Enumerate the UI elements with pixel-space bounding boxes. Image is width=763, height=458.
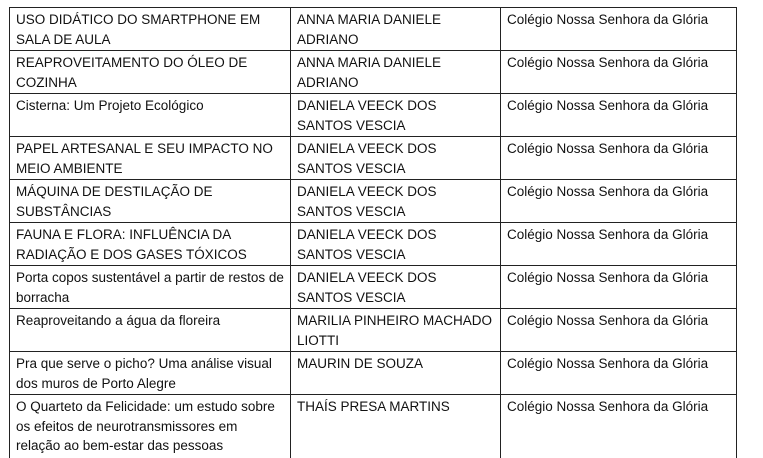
school-name: Colégio Nossa Senhora da Glória (507, 141, 709, 156)
advisor-name: DANIELA VEECK DOS SANTOS VESCIA (297, 141, 437, 176)
advisor-name: DANIELA VEECK DOS SANTOS VESCIA (297, 98, 437, 133)
advisor-name: DANIELA VEECK DOS SANTOS VESCIA (297, 270, 437, 305)
project-title: FAUNA E FLORA: INFLUÊNCIA DA RADIAÇÃO E DOS GASES TÓXICOS (16, 227, 247, 262)
project-title-cell (10, 137, 291, 180)
advisor-cell (291, 8, 501, 51)
project-title-cell (10, 309, 291, 352)
advisor-name: ANNA MARIA DANIELE ADRIANO (297, 12, 442, 47)
projects-table-body (10, 8, 737, 458)
table-row (10, 223, 737, 266)
advisor-cell (291, 94, 501, 137)
school-name: Colégio Nossa Senhora da Glória (507, 313, 709, 328)
table-row (10, 137, 737, 180)
project-title-cell (10, 8, 291, 51)
school-cell (501, 137, 737, 180)
table-row (10, 309, 737, 352)
advisor-cell (291, 180, 501, 223)
table-row (10, 395, 737, 458)
project-title: O Quarteto da Felicidade: um estudo sobre os efeitos de neurotransmissores em relação ao bem-estar das pessoas (16, 399, 275, 453)
school-cell (501, 309, 737, 352)
school-cell (501, 352, 737, 395)
project-title: REAPROVEITAMENTO DO ÓLEO DE COZINHA (16, 55, 248, 90)
table-row (10, 51, 737, 94)
school-name: Colégio Nossa Senhora da Glória (507, 184, 709, 199)
project-title: PAPEL ARTESANAL E SEU IMPACTO NO MEIO AMBIENTE (16, 141, 273, 176)
project-title-cell (10, 395, 291, 458)
school-cell (501, 8, 737, 51)
advisor-cell (291, 266, 501, 309)
school-cell (501, 180, 737, 223)
school-name: Colégio Nossa Senhora da Glória (507, 98, 709, 113)
advisor-cell (291, 137, 501, 180)
project-title: USO DIDÁTICO DO SMARTPHONE EM SALA DE AULA (16, 12, 261, 47)
school-cell (501, 94, 737, 137)
school-name: Colégio Nossa Senhora da Glória (507, 270, 709, 285)
school-name: Colégio Nossa Senhora da Glória (507, 227, 709, 242)
project-title: Porta copos sustentável a partir de restos de borracha (16, 270, 284, 305)
school-name: Colégio Nossa Senhora da Glória (507, 399, 709, 414)
advisor-cell (291, 51, 501, 94)
school-cell (501, 266, 737, 309)
advisor-name: DANIELA VEECK DOS SANTOS VESCIA (297, 184, 437, 219)
school-name: Colégio Nossa Senhora da Glória (507, 356, 709, 371)
project-title-cell (10, 352, 291, 395)
project-title-cell (10, 180, 291, 223)
project-title-cell (10, 266, 291, 309)
table-row (10, 94, 737, 137)
advisor-cell (291, 352, 501, 395)
project-title-cell (10, 51, 291, 94)
table-row (10, 8, 737, 51)
table-row (10, 266, 737, 309)
table-row (10, 180, 737, 223)
project-title-cell (10, 223, 291, 266)
advisor-cell (291, 309, 501, 352)
school-name: Colégio Nossa Senhora da Glória (507, 55, 709, 70)
school-cell (501, 395, 737, 458)
table-row (10, 352, 737, 395)
project-title: MÁQUINA DE DESTILAÇÃO DE SUBSTÂNCIAS (16, 184, 213, 219)
school-cell (501, 51, 737, 94)
advisor-name: MAURIN DE SOUZA (297, 356, 424, 371)
project-title: Reaproveitando a água da floreira (16, 313, 221, 328)
advisor-cell (291, 395, 501, 458)
advisor-name: MARILIA PINHEIRO MACHADO LIOTTI (297, 313, 493, 348)
advisor-name: THAÍS PRESA MARTINS (297, 399, 450, 414)
project-title: Pra que serve o picho? Uma análise visual dos muros de Porto Alegre (16, 356, 272, 391)
advisor-cell (291, 223, 501, 266)
project-title: Cisterna: Um Projeto Ecológico (16, 98, 204, 113)
advisor-name: ANNA MARIA DANIELE ADRIANO (297, 55, 442, 90)
advisor-name: DANIELA VEECK DOS SANTOS VESCIA (297, 227, 437, 262)
projects-table (9, 7, 737, 458)
project-title-cell (10, 94, 291, 137)
school-name: Colégio Nossa Senhora da Glória (507, 12, 709, 27)
school-cell (501, 223, 737, 266)
